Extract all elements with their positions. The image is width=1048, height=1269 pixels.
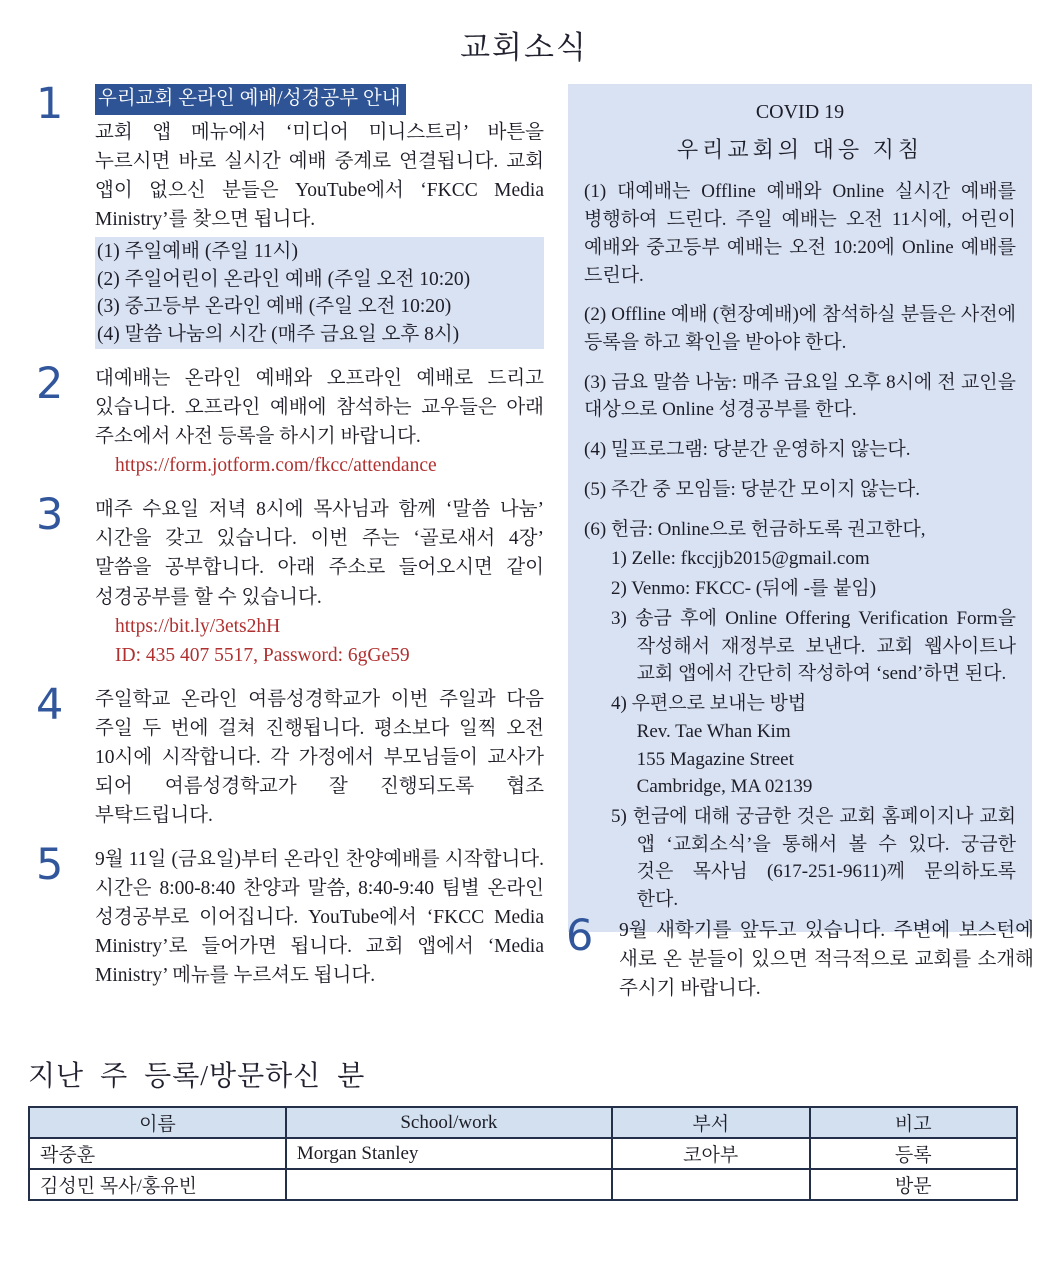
announcement-body: 주일학교 온라인 여름성경학교가 이번 주일과 다음 주일 두 번에 걸쳐 진행됩니다. 평소보다 일찍 오전 10시에 시작합니다. 각 가정에서 부모님들이 교사가 되어 여름성경학교가 잘 진행되도록 협조 부탁드립니다.: [95, 688, 544, 826]
mail-city: Cambridge, MA 02139: [636, 776, 813, 798]
schedule-line: (4) 말씀 나눔의 시간 (매주 금요일 오후 8시): [97, 323, 460, 345]
cell-school-work: [286, 1169, 612, 1200]
announcement-body: 매주 수요일 저녁 8시에 목사님과 함께 ‘말씀 나눔’ 시간을 갖고 있습니다. 이번 주는 ‘골로새서 4장’ 말씀을 공부합니다. 아래 주소로 들어오시면 같이 성경공부를 할 수 있습니다.: [95, 499, 544, 608]
bible-study-link[interactable]: https://bit.ly/3ets2hH: [115, 615, 281, 637]
schedule-line: (1) 주일예배 (주일 11시): [97, 241, 298, 263]
service-schedule-list: [95, 237, 544, 349]
offering-method-questions: 5) 헌금에 대해 궁금한 것은 교회 홈페이지나 교회 앱 ‘교회소식’을 통해서 볼 수 있다. 궁금한 것은 목사님 (617-251-9611)께 문의하도록 한다.: [611, 805, 1016, 911]
cell-department: 코아부: [612, 1138, 810, 1169]
table-header-row: [29, 1107, 1017, 1138]
cell-name: 곽중훈: [29, 1138, 286, 1169]
cell-name: 김성민 목사/홍유빈: [29, 1169, 286, 1200]
covid-guideline: (4) 밀프로그램: 당분간 운영하지 않는다.: [584, 439, 911, 461]
column-header-note: 비고: [810, 1107, 1018, 1138]
item-number: 4: [36, 679, 64, 730]
column-header-name: 이름: [29, 1107, 286, 1138]
schedule-line: (2) 주일어린이 온라인 예배 (주일 오전 10:20): [97, 268, 471, 290]
cell-note: 등록: [810, 1138, 1018, 1169]
announcement-item-1: [28, 79, 544, 349]
cell-school-work: Morgan Stanley: [286, 1138, 612, 1169]
column-header-department: 부서: [612, 1107, 810, 1138]
cell-department: [612, 1169, 810, 1200]
announcement-item-5: [28, 839, 544, 990]
item-number: 2: [36, 359, 64, 410]
table-row: [29, 1138, 1017, 1169]
announcement-body: 대예배는 온라인 예배와 오프라인 예배로 드리고 있습니다. 오프라인 예배에 참석하는 교우들은 아래 주소에서 사전 등록을 하시기 바랍니다.: [95, 368, 544, 448]
item-number: 1: [36, 79, 64, 129]
announcement-item-2: [28, 359, 544, 480]
covid-guideline: (2) Offline 예배 (현장예배)에 참석하실 분들은 사전에 등록을 하고 확인을 받아야 한다.: [584, 304, 1016, 353]
item-number: 3: [36, 490, 64, 541]
column-header-school-work: School/work: [286, 1107, 612, 1138]
covid-guideline: (5) 주간 중 모임들: 당분간 모이지 않는다.: [584, 478, 920, 500]
table-row: [29, 1169, 1017, 1200]
offering-method-venmo: 2) Venmo: FKCC- (뒤에 -를 붙임): [611, 578, 877, 600]
offering-methods-list: [584, 545, 1016, 914]
visitors-table: [28, 1106, 1018, 1201]
mail-recipient: Rev. Tae Whan Kim: [636, 720, 791, 742]
cell-note: 방문: [810, 1169, 1018, 1200]
visitors-section: [28, 1054, 1018, 1201]
announcement-item-6: [566, 911, 1034, 1003]
item-number: 5: [36, 839, 64, 890]
offering-method-verification: 3) 송금 후에 Online Offering Verification Form을 작성해서 재정부로 보낸다. 교회 웹사이트나 교회 앱에서 간단히 작성하여 ‘send’하면 된다.: [611, 607, 1016, 685]
attendance-form-link[interactable]: https://form.jotform.com/fkcc/attendance: [115, 455, 437, 477]
section-header-highlight: 우리교회 온라인 예배/성경공부 안내: [95, 84, 406, 115]
page-title: 교회소식: [460, 30, 588, 65]
announcement-item-3: [28, 490, 544, 669]
schedule-line: (3) 중고등부 온라인 예배 (주일 오전 10:20): [97, 296, 452, 318]
covid-box-title: COVID 19: [755, 101, 845, 123]
announcement-body: 9월 새학기를 앞두고 있습니다. 주변에 보스턴에 새로 온 분들이 있으면 적극적으로 교회를 소개해 주시기 바랍니다.: [619, 920, 1034, 1000]
covid-guideline: (3) 금요 말씀 나눔: 매주 금요일 오후 8시에 전 교인을 대상으로 Online 성경공부를 한다.: [584, 371, 1016, 421]
mail-street: 155 Magazine Street: [636, 748, 794, 770]
covid-box-subtitle: 우리교회의 대응 지침: [676, 137, 924, 163]
announcements-column: [28, 79, 544, 1005]
announcement-item-4: [28, 679, 544, 830]
covid-guideline: (1) 대예배는 Offline 예배와 Online 실시간 예배를 병행하여 드린다. 주일 예배는 오전 11시에, 어린이 예배와 중고등부 예배는 오전 10:20에 Online 예배를 드린다.: [584, 181, 1016, 286]
offering-method-zelle: 1) Zelle: fkccjjb2015@gmail.com: [611, 548, 870, 570]
visitors-heading: 지난 주 등록/방문하신 분: [28, 1061, 366, 1092]
announcement-body: 교회 앱 메뉴에서 ‘미디어 미니스트리’ 바튼을 누르시면 바로 실시간 예배 중계로 연결됩니다. 교회 앱이 없으신 분들은 YouTube에서 ‘FKCC Media Ministry’를 찾으면 됩니다.: [95, 122, 544, 231]
item-number: 6: [566, 911, 594, 961]
offering-method-mail: 4) 우편으로 보내는 방법: [611, 693, 807, 715]
covid-guideline: (6) 헌금: Online으로 헌금하도록 권고한다,: [584, 518, 926, 540]
meeting-credentials: ID: 435 407 5517, Password: 6gGe59: [115, 644, 410, 666]
announcement-body: 9월 11일 (금요일)부터 온라인 찬양예배를 시작합니다. 시간은 8:00-8:40 찬양과 말씀, 8:40-9:40 팀별 온라인 성경공부로 이어집니다. YouTube에서 ‘FKCC Media Ministry’로 들어가면 됩니다. 교회 앱에서 ‘Media Ministry’ 메뉴를 누르셔도 됩니다.: [95, 848, 544, 987]
covid-guidelines-box: [568, 84, 1032, 932]
